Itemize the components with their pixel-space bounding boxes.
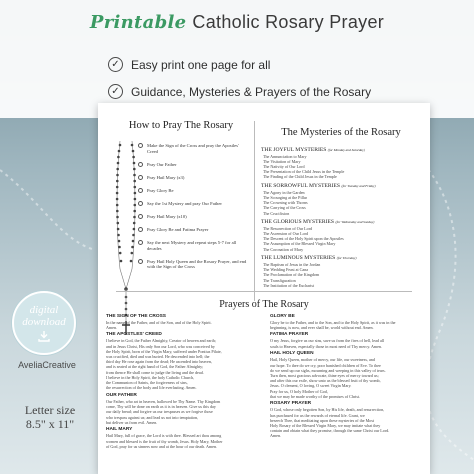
prayer-text: Holy Rosary of the Blessed Virgin Mary, we may imitate what they (270, 423, 381, 429)
prayer-heading: GLORY BE (270, 313, 295, 319)
mysteries-list (261, 147, 421, 291)
mystery-heading-text: THE LUMINOUS MYSTERIES (261, 255, 336, 262)
checkmark-icon: ✓ (108, 57, 123, 72)
prayer-heading: THE APOSTLES' CREED (106, 332, 162, 338)
mystery-group (261, 147, 421, 180)
prayer-text: Glory be to the Father, and to the Son, and to the Holy Spirit, as it was in the (270, 319, 396, 325)
how-to-title: How to Pray The Rosary (128, 120, 234, 131)
mystery-heading (261, 255, 421, 262)
list-item: Pray Glory Be (138, 188, 248, 194)
brand-name: AveliaCreative (18, 360, 76, 370)
prayer-text: I believe in God, the Father Almighty, Creator of heaven and earth; (106, 338, 216, 344)
prayer-text: our daily bread; and forgive us our trespasses as we forgive those (106, 409, 213, 415)
prayer-text: and in Jesus Christ, His only Son our Lord, who was conceived by (106, 343, 215, 349)
list-item: The Visitation of Mary (263, 158, 301, 164)
title-script: Printable (89, 12, 187, 33)
checkmark-icon: ✓ (108, 84, 123, 99)
bullet-icon (138, 162, 143, 167)
list-item: The Baptism of Jesus in the Jordan (263, 261, 321, 267)
page-title (0, 12, 474, 33)
prayer-text: the Holy Spirit, born of the Virgin Mary, suffered under Pontius Pilate, (106, 348, 222, 354)
mystery-group (261, 219, 421, 252)
steps-list (138, 143, 248, 277)
prayer-text: from thence He shall come to judge the living and the dead. (106, 369, 204, 375)
mystery-heading (261, 147, 421, 154)
prayer-text: Hail, Holy Queen, mother of mercy, our life, our sweetness, and (270, 357, 375, 363)
prayer-text: third day He rose again from the dead; He ascended into heaven, (106, 359, 212, 365)
badge-line: download (22, 316, 66, 328)
prayer-heading: HAIL MARY (106, 427, 133, 433)
list-item: Pray Glory Be and Fatima Prayer (138, 227, 248, 233)
list-item: The Assumption of the Blessed Virgin Mary (263, 241, 336, 247)
mystery-days: (for Thursday) (336, 256, 357, 261)
size-note (10, 403, 90, 431)
size-line: 8.5" x 11" (25, 417, 75, 431)
prayer-text: who trespass against us; and lead us not into temptation, (106, 414, 199, 420)
prayer-text: Jesus. O clement, O loving, O sweet Virgin Mary. (270, 383, 352, 389)
prayers-column-left (106, 311, 256, 449)
prayer-text: Amen. (270, 433, 282, 439)
prayer-text: Pray for us, O holy Mother of God, (270, 388, 328, 394)
list-item: The Resurrection of Our Lord (263, 225, 313, 231)
mystery-group (261, 183, 421, 216)
prayer-text: the resurrection of the body and life everlasting. Amen. (106, 385, 197, 391)
list-item: Say the next Mystery and repeat steps 5-7 for all decades (138, 240, 248, 251)
prayer-text: Amen. (106, 324, 118, 330)
prayer-text: Our Father, who art in heaven, hallowed be Thy Name. Thy Kingdom (106, 398, 221, 404)
prayer-text: souls to Heaven, especially those in most need of Thy mercy. Amen. (270, 343, 382, 349)
prayer-text: but deliver us from evil. Amen. (106, 419, 158, 425)
list-item: Pray Hail Holy Queen and the Rosary Prayer, and end with the Sign of the Cross (138, 259, 248, 270)
prayer-text: and after this our exile, show unto us the blessed fruit of thy womb, (270, 378, 381, 384)
feature-row (108, 84, 371, 99)
list-item: The Crucifixion (263, 210, 290, 216)
list-item: Pray Hail Mary (x3) (138, 175, 248, 181)
feature-label: Guidance, Mysteries & Prayers of the Rosary (131, 84, 372, 99)
prayer-heading: HAIL HOLY QUEEN (270, 351, 314, 357)
prayer-heading: FATIMA PRAYER (270, 332, 309, 338)
prayer-text: O my Jesus, forgive us our sins, save us from the fires of hell, lead all (270, 338, 385, 344)
list-item: The Nativity of Our Lord (263, 164, 305, 169)
list-item: The Institution of the Eucharist (263, 282, 315, 288)
prayer-text: do we send up our sighs, mourning and weeping in this valley of tears. (270, 367, 386, 373)
list-item: The Finding of the Child Jesus in the Temple (263, 174, 337, 180)
prayer-text: Turn then, most gracious advocate, thine eyes of mercy toward us; (270, 372, 379, 378)
mystery-heading-text: THE GLORIOUS MYSTERIES (261, 219, 335, 226)
mysteries-title: The Mysteries of the Rosary (281, 127, 401, 138)
bullet-icon (138, 201, 143, 206)
feature-row (108, 57, 270, 72)
prayer-text: beginning, is now, and ever shall be, world without end. Amen. (270, 324, 374, 330)
title-main: Catholic Rosary Prayer (192, 12, 385, 32)
mystery-days: (for Tuesday and Friday) (341, 184, 376, 189)
header-banner (0, 0, 474, 118)
mystery-heading-text: THE JOYFUL MYSTERIES (261, 147, 327, 153)
prayer-text: contain and obtain what they promise, through the same Christ our Lord. (270, 428, 390, 434)
prayer-text: was crucified, died and was buried. He descended into hell; the (106, 354, 210, 360)
printable-sheet (98, 103, 430, 474)
section-divider (116, 291, 412, 292)
bullet-icon (138, 188, 143, 193)
list-item: The Presentation of the Child Jesus in the Temple (263, 169, 345, 175)
column-divider (254, 121, 255, 301)
prayer-text: I believe in the Holy Spirit, the holy Catholic Church, (106, 374, 195, 380)
list-item: The Carrying of the Cross (263, 205, 306, 211)
prayer-text: our hope. To thee do we cry, poor banished children of Eve. To thee (270, 362, 381, 368)
prayer-text: O God, whose only begotten Son, by His life, death, and resurrection, (270, 407, 385, 413)
prayer-text: women and blessed is the fruit of thy womb, Jesus. Holy Mary, Mother (106, 438, 223, 444)
prayer-heading: ROSARY PRAYER (270, 401, 312, 407)
bullet-icon (138, 240, 143, 245)
mystery-heading (261, 183, 421, 190)
list-item: The Scourging at the Pillar (263, 194, 308, 200)
prayer-text: beseech Thee, that meditating upon these mysteries of the Most (270, 417, 375, 423)
mystery-heading (261, 219, 421, 226)
mystery-days: (for Wednesday and Sunday) (335, 220, 375, 225)
list-item: The Ascension of Our Lord (263, 231, 309, 237)
prayer-text: and is seated at the right hand of God, the Father Almighty; (106, 364, 204, 370)
prayer-text: In the name of the Father, and of the Son, and of the Holy Spirit. (106, 319, 212, 325)
prayer-text: Hail Mary, full of grace, the Lord is with thee. Blessed art thou among (106, 433, 222, 439)
prayer-text: has purchased for us the rewards of eternal life. Grant, we (270, 412, 365, 418)
list-item: Pray Our Father (138, 162, 248, 168)
list-item: The Wedding Feast at Cana (263, 267, 309, 273)
list-item: Pray Hail Mary (x10) (138, 214, 248, 220)
mystery-days: (for Monday and Saturday) (327, 148, 365, 152)
list-item: Make the Sign of the Cross and pray the Apostles' Creed (138, 143, 248, 154)
list-item: The Descent of the Holy Spirit upon the Apostles (263, 236, 344, 242)
list-item: Say the 1st Mystery and pray Our Father (138, 201, 248, 207)
list-item: The Transfiguration (263, 277, 296, 283)
bullet-icon (138, 214, 143, 219)
prayer-text: come, Thy will be done on earth as it is in heaven. Give us this day (106, 404, 216, 410)
prayer-text: the Communion of Saints, the forgiveness of sins, (106, 380, 188, 386)
badge-line: digital (29, 304, 59, 316)
bullet-icon (138, 227, 143, 232)
bullet-icon (138, 175, 143, 180)
list-item: The Crowning with Thorns (263, 200, 308, 206)
list-item: The Coronation of Mary (263, 246, 304, 252)
bullet-icon (138, 143, 143, 148)
prayer-text: that we may be made worthy of the promises of Christ. (270, 393, 361, 399)
prayers-title: Prayers of The Rosary (219, 299, 309, 310)
prayer-text: of God, pray for us sinners now and at the hour of our death. Amen. (106, 443, 218, 449)
feature-label: Easy print one page for all (131, 57, 271, 72)
bullet-icon (138, 259, 143, 264)
mystery-heading-text: THE SORROWFUL MYSTERIES (261, 183, 341, 190)
list-item: The Proclamation of the Kingdom (263, 272, 320, 278)
prayer-heading: THE SIGN OF THE CROSS (106, 313, 166, 319)
digital-download-badge (12, 291, 76, 355)
list-item: The Annunciation to Mary (263, 153, 307, 159)
download-icon (37, 330, 51, 342)
size-line: Letter size (24, 403, 76, 417)
prayer-heading: OUR FATHER (106, 392, 137, 398)
mystery-group (261, 255, 421, 288)
prayers-column-right (270, 311, 420, 439)
list-item: The Agony in the Garden (263, 189, 305, 195)
